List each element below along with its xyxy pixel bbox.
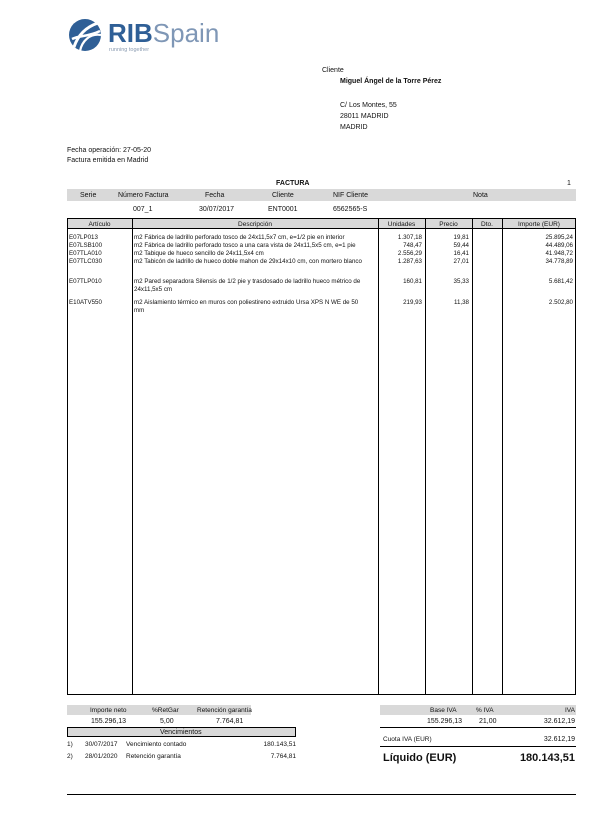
col-discount: Dto. <box>481 221 493 228</box>
liquid-total: 180.143,51 <box>519 752 575 764</box>
brand-tagline: running together <box>109 47 150 53</box>
item-amount: 34.778,89 <box>545 258 573 265</box>
client-address-1: C/ Los Montes, 55 <box>340 102 397 109</box>
item-price: 19,81 <box>453 234 469 241</box>
retgar-percent: 5,00 <box>160 718 174 725</box>
vat-base: 155.296,13 <box>426 718 462 725</box>
item-code: E07TLA010 <box>69 250 102 257</box>
item-description: m2 Fábrica de ladrillo perforado tosco a una cara vista de 24x11,5x5 cm, e=1 pie <box>134 242 356 249</box>
retention-amount: 7.764,81 <box>216 718 244 725</box>
invoice-client-code: ENT0001 <box>268 206 298 213</box>
header-note: Nota <box>473 192 488 199</box>
maturity-amount: 180.143,51 <box>263 741 296 748</box>
client-heading: Cliente <box>322 67 344 74</box>
col-units: Unidades <box>387 221 416 228</box>
header-nif: NIF Cliente <box>333 192 369 199</box>
header-net: Importe neto <box>90 707 127 714</box>
page-number: 1 <box>567 180 571 187</box>
client-name: Miguel Ángel de la Torre Pérez <box>340 78 442 85</box>
col-divider <box>132 218 133 695</box>
col-divider <box>378 218 379 695</box>
col-divider <box>472 218 473 695</box>
item-units: 1.307,18 <box>397 234 422 241</box>
item-units: 748,47 <box>403 242 422 249</box>
col-amount: Importe (EUR) <box>518 221 560 228</box>
vat-percent: 21,00 <box>479 718 497 725</box>
invoice-number: 007_1 <box>133 206 153 213</box>
header-serie: Serie <box>80 192 97 199</box>
item-units: 219,93 <box>403 299 422 306</box>
item-price: 11,38 <box>453 299 469 306</box>
maturity-amount: 7.764,81 <box>270 753 296 760</box>
item-amount: 2.502,80 <box>548 299 573 306</box>
net-amount: 155.296,13 <box>91 718 127 725</box>
maturity-index: 1) <box>67 741 73 748</box>
header-retgar: %RetGar <box>152 707 179 714</box>
company-logo <box>68 17 238 57</box>
header-client: Cliente <box>272 192 294 199</box>
col-article: Artículo <box>88 221 111 228</box>
item-description: m2 Tabicón de ladrillo de hueco doble mahon de 29x14x10 cm, con mortero blanco <box>134 258 362 265</box>
item-amount: 25.895,24 <box>545 234 573 241</box>
item-code: E07TLP010 <box>69 278 102 285</box>
invoice-nif: 6562565-S <box>333 206 368 213</box>
client-address-3: MADRID <box>340 124 368 131</box>
maturity-label: Vencimiento contado <box>126 741 187 748</box>
maturity-date: 28/01/2020 <box>85 753 118 760</box>
item-description: m2 Pared separadora Silensis de 1/2 pie y trasdosado de ladrillo hueco métrico de 24x11,5x5 cm <box>134 278 361 293</box>
item-units: 2.556,29 <box>397 250 422 257</box>
brand-name: RIBSpain <box>108 18 220 48</box>
invoice-title: FACTURA <box>276 180 310 187</box>
vat-quota: 32.612,19 <box>543 736 575 743</box>
header-invoice-number: Número Factura <box>118 192 169 199</box>
item-amount: 5.681,42 <box>548 278 573 285</box>
col-price: Precio <box>439 221 458 228</box>
header-retention: Retención garantía <box>197 707 252 714</box>
item-code: E10ATV550 <box>69 299 102 306</box>
header-vat-base: Base IVA <box>430 707 457 714</box>
liquid-label: Líquido (EUR) <box>383 752 457 764</box>
item-code: E07LP013 <box>69 234 98 241</box>
header-vat: IVA <box>565 707 575 714</box>
header-vat-pct: % IVA <box>476 707 494 714</box>
invoice-date: 30/07/2017 <box>199 206 235 213</box>
footer-divider <box>67 794 576 795</box>
maturity-index: 2) <box>67 753 73 760</box>
item-units: 1.287,63 <box>397 258 422 265</box>
col-divider <box>502 218 503 695</box>
item-price: 27,01 <box>453 258 469 265</box>
item-code: E07TLC030 <box>69 258 103 265</box>
operation-place: Factura emitida en Madrid <box>67 157 149 164</box>
item-amount: 41.948,72 <box>545 250 573 257</box>
item-description: m2 Tabique de hueco sencillo de 24x11,5x4 cm <box>134 250 264 257</box>
item-price: 59,44 <box>453 242 469 249</box>
item-description: m2 Aislamiento térmico en muros con poliestireno extruido Ursa XPS N WE de 50 mm <box>134 299 359 314</box>
client-address-2: 28011 MADRID <box>340 113 389 120</box>
maturities-heading: Vencimientos <box>160 729 202 736</box>
item-units: 160,81 <box>403 278 422 285</box>
col-divider <box>425 218 426 695</box>
item-amount: 44.489,06 <box>545 242 573 249</box>
vat-amount: 32.612,19 <box>543 718 575 725</box>
rib-logo-icon <box>68 17 102 53</box>
item-price: 35,33 <box>453 278 469 285</box>
item-price: 16,41 <box>453 250 469 257</box>
maturity-date: 30/07/2017 <box>85 741 118 748</box>
header-date: Fecha <box>205 192 225 199</box>
divider <box>380 746 576 747</box>
vat-quota-label: Cuota IVA (EUR) <box>383 736 432 743</box>
col-description: Descripción <box>238 221 272 228</box>
item-description: m2 Fábrica de ladrillo perforado tosco de 24x11,5x7 cm, e=1/2 pie en interior <box>134 234 345 241</box>
operation-date: Fecha operación: 27-05-20 <box>67 147 152 154</box>
item-code: E07LSB100 <box>69 242 103 249</box>
maturity-label: Retención garantía <box>126 753 181 760</box>
divider <box>380 727 576 728</box>
